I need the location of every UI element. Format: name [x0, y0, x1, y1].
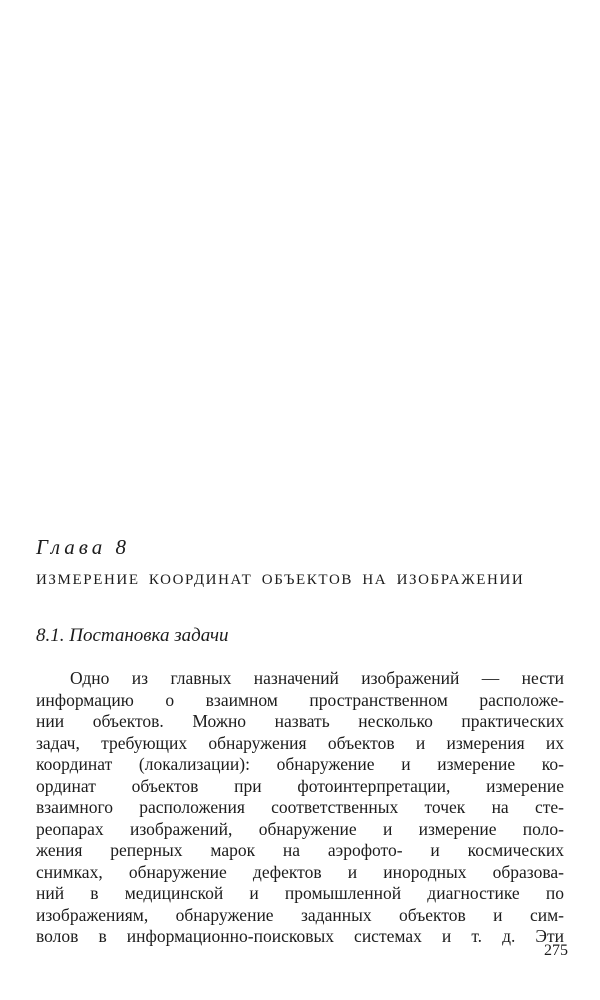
section-heading: 8.1. Постановка задачи [36, 625, 229, 646]
chapter-title: ИЗМЕРЕНИЕ КООРДИНАТ ОБЪЕКТОВ НА ИЗОБРАЖЕНИИ [36, 572, 525, 588]
paragraph-line: жения реперных марок на аэрофото- и космических [36, 840, 564, 860]
paragraph-line: реопарах изображений, обнаружение и измерение поло- [36, 818, 564, 839]
paragraph-line: Одно из главных назначений изображений — нести [70, 668, 564, 688]
paragraph-line: изображениям, обнаружение заданных объектов и сим- [36, 904, 564, 925]
paragraph-line: ний в медицинской и промышленной диагностике по [36, 883, 564, 903]
paragraph-line: взаимного расположения соответственных точек на сте- [36, 797, 564, 817]
paragraph-line: информацию о взаимном пространственном расположе- [36, 689, 564, 710]
paragraph-line: снимках, обнаружение дефектов и инородных образова- [36, 861, 564, 882]
paragraph-line: координат (локализации): обнаружение и измерение ко- [36, 754, 564, 774]
body-paragraph [36, 668, 564, 948]
paragraph-line: задач, требующих обнаружения объектов и измерения их [36, 732, 564, 753]
page-number: 275 [544, 942, 568, 959]
paragraph-line: волов в информационно-поисковых системах и т. д. Эти [36, 926, 564, 946]
paragraph-line: ординат объектов при фотоинтерпретации, измерение [36, 775, 564, 796]
paragraph-line: нии объектов. Можно назвать несколько практических [36, 711, 564, 731]
chapter-label: Глава 8 [36, 535, 130, 559]
